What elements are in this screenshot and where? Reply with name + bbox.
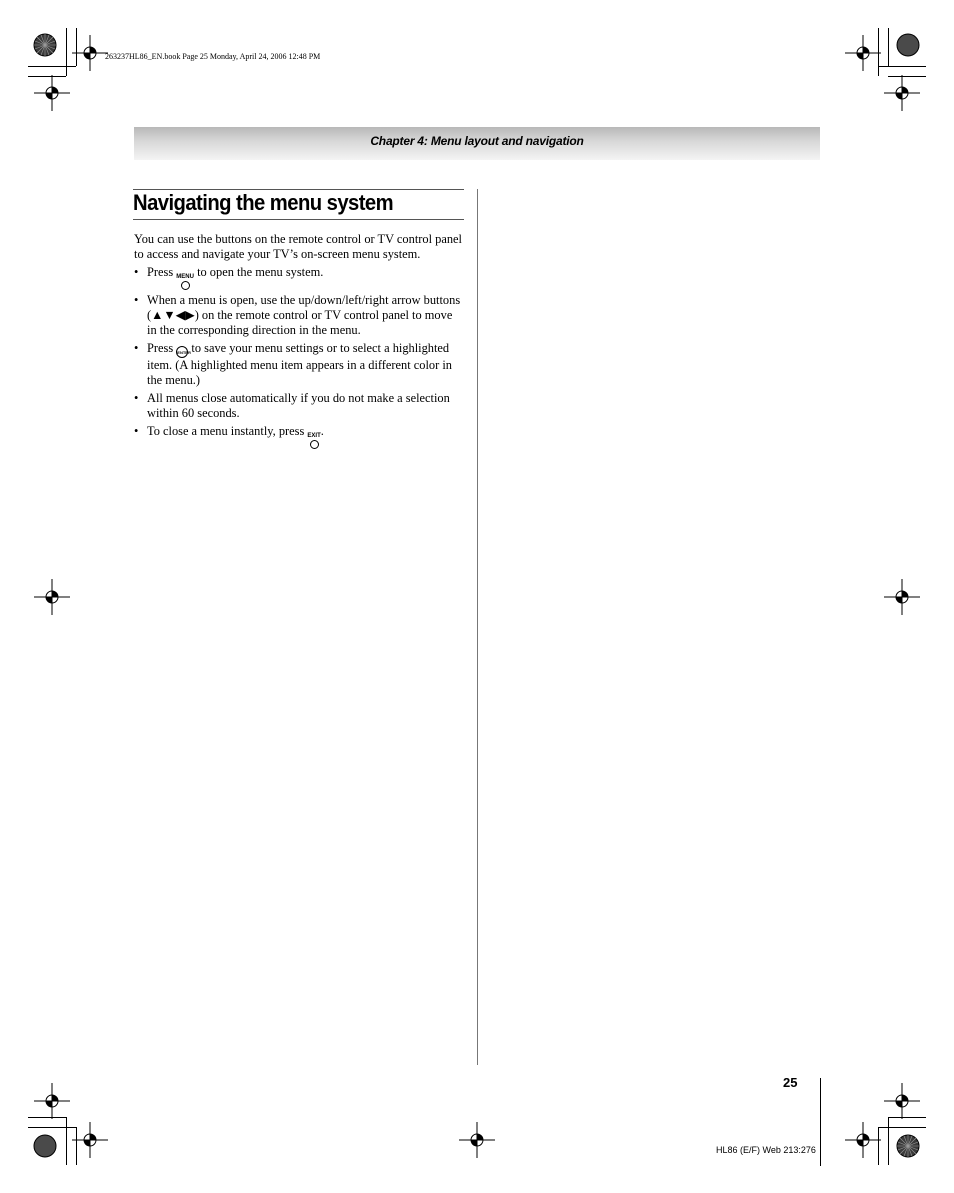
crosshair — [845, 1122, 881, 1158]
crosshair — [845, 35, 881, 71]
crosshair — [34, 1083, 70, 1119]
list-item-text: to open the menu system. — [197, 265, 324, 279]
registration-wheel — [897, 1135, 919, 1157]
list-item — [134, 424, 464, 449]
file-info: 263237HL86_EN.book Page 25 Monday, April 24, 2006 12:48 PM — [105, 52, 321, 61]
list-item — [134, 293, 464, 338]
crosshair — [884, 75, 920, 111]
footer-code: HL86 (E/F) Web 213:276 — [716, 1145, 816, 1155]
section-body — [134, 232, 464, 452]
section-title: Navigating the menu system — [133, 190, 394, 215]
menu-key-icon — [176, 274, 194, 290]
bullet: • — [134, 341, 139, 355]
crosshair — [884, 1083, 920, 1119]
heading-bottom-rule — [133, 219, 464, 220]
crosshair — [34, 75, 70, 111]
list-item-text: to save your menu settings or to select a highlighted item. (A highlighted menu item appears in a different color in the menu.) — [147, 341, 452, 387]
crosshair — [72, 35, 108, 71]
exit-key-icon — [307, 433, 320, 449]
list-item-text: Press — [147, 265, 174, 279]
bullet: • — [134, 424, 139, 438]
list-item-text: . — [320, 424, 324, 438]
key-label: MENU — [176, 274, 194, 280]
list-item — [134, 265, 464, 290]
bullet: • — [134, 265, 139, 279]
list-item — [134, 341, 464, 388]
list-item-text: To close a menu instantly, press — [147, 424, 305, 438]
registration-disc — [897, 34, 919, 56]
list-item-text: Press — [147, 341, 174, 355]
crosshair — [72, 1122, 108, 1158]
page-number: 25 — [783, 1075, 798, 1090]
bullet: • — [134, 293, 139, 307]
bullet-list — [134, 265, 464, 449]
crosshair — [34, 579, 70, 615]
list-item-text: When a menu is open, use the up/down/left/right arrow buttons (▲▼◀▶) on the remote control or TV control panel to move in the corresponding direction in the menu. — [147, 293, 461, 337]
key-label: EXIT — [307, 433, 321, 439]
enter-key-icon: ENTER — [176, 346, 188, 358]
registration-disc — [34, 1135, 56, 1157]
column-divider — [477, 189, 478, 1065]
crosshair — [884, 579, 920, 615]
registration-wheel — [34, 34, 56, 56]
chapter-header: Chapter 4: Menu layout and navigation — [370, 134, 584, 148]
crosshair — [459, 1122, 495, 1158]
intro-paragraph: You can use the buttons on the remote control or TV control panel to access and navigate your TV’s on-screen menu system. — [134, 232, 462, 261]
list-item-text: All menus close automatically if you do not make a selection within 60 seconds. — [147, 391, 450, 420]
bullet: • — [134, 391, 139, 405]
list-item — [134, 391, 464, 421]
